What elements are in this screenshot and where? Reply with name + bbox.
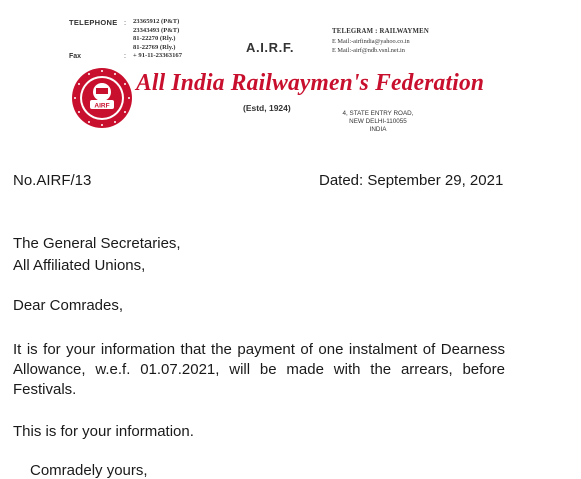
telegram-address: TELEGRAM : RAILWAYMEN bbox=[332, 28, 429, 35]
telephone-label: TELEPHONE bbox=[69, 18, 118, 27]
postal-address bbox=[333, 110, 423, 134]
recipient-line: The General Secretaries, bbox=[13, 235, 181, 252]
address-line: NEW DELHI-110055 bbox=[349, 118, 407, 125]
phone-number: + 91-11-23363167 bbox=[133, 52, 182, 60]
reference-number: No.AIRF/13 bbox=[13, 172, 92, 189]
address-line: INDIA bbox=[369, 126, 387, 133]
federation-seal-logo bbox=[70, 66, 134, 130]
recipient-line: All Affiliated Unions, bbox=[13, 257, 146, 274]
info-line: This is for your information. bbox=[13, 423, 194, 440]
letter-date: Dated: September 29, 2021 bbox=[319, 172, 504, 189]
closing-line: Comradely yours, bbox=[30, 462, 148, 479]
seal-text: AIRF bbox=[94, 102, 110, 110]
phone-number: 23343493 (P&T) bbox=[133, 26, 180, 34]
seal-graphic bbox=[70, 66, 134, 130]
phone-number: 81-22270 (Rly.) bbox=[133, 35, 176, 43]
salutation: Dear Comrades, bbox=[13, 297, 124, 314]
fax-separator: : bbox=[124, 53, 126, 60]
federation-abbreviation: A.I.R.F. bbox=[246, 40, 295, 55]
phone-number: 23365912 (P&T) bbox=[133, 18, 180, 25]
address-line: 4, STATE ENTRY ROAD, bbox=[342, 110, 414, 117]
email-1: E Mail:-airfindia@yahoo.co.in bbox=[332, 38, 410, 45]
email-2: E Mail:-airf@ndb.vsnl.net.in bbox=[332, 47, 405, 54]
federation-name: All India Railwaymen's Federation bbox=[136, 70, 485, 96]
phone-number: 81-22769 (Rly.) bbox=[133, 43, 176, 51]
body-paragraph: It is for your information that the payment of one instalment of Dearness Allowance, w.e.f. 01.07.2021, will be made with the arrears, before Festivals. bbox=[13, 341, 505, 398]
established-year: (Estd, 1924) bbox=[243, 103, 291, 113]
telephone-colon: : bbox=[124, 18, 127, 27]
fax-label: Fax bbox=[69, 53, 82, 60]
phone-numbers bbox=[133, 18, 182, 61]
